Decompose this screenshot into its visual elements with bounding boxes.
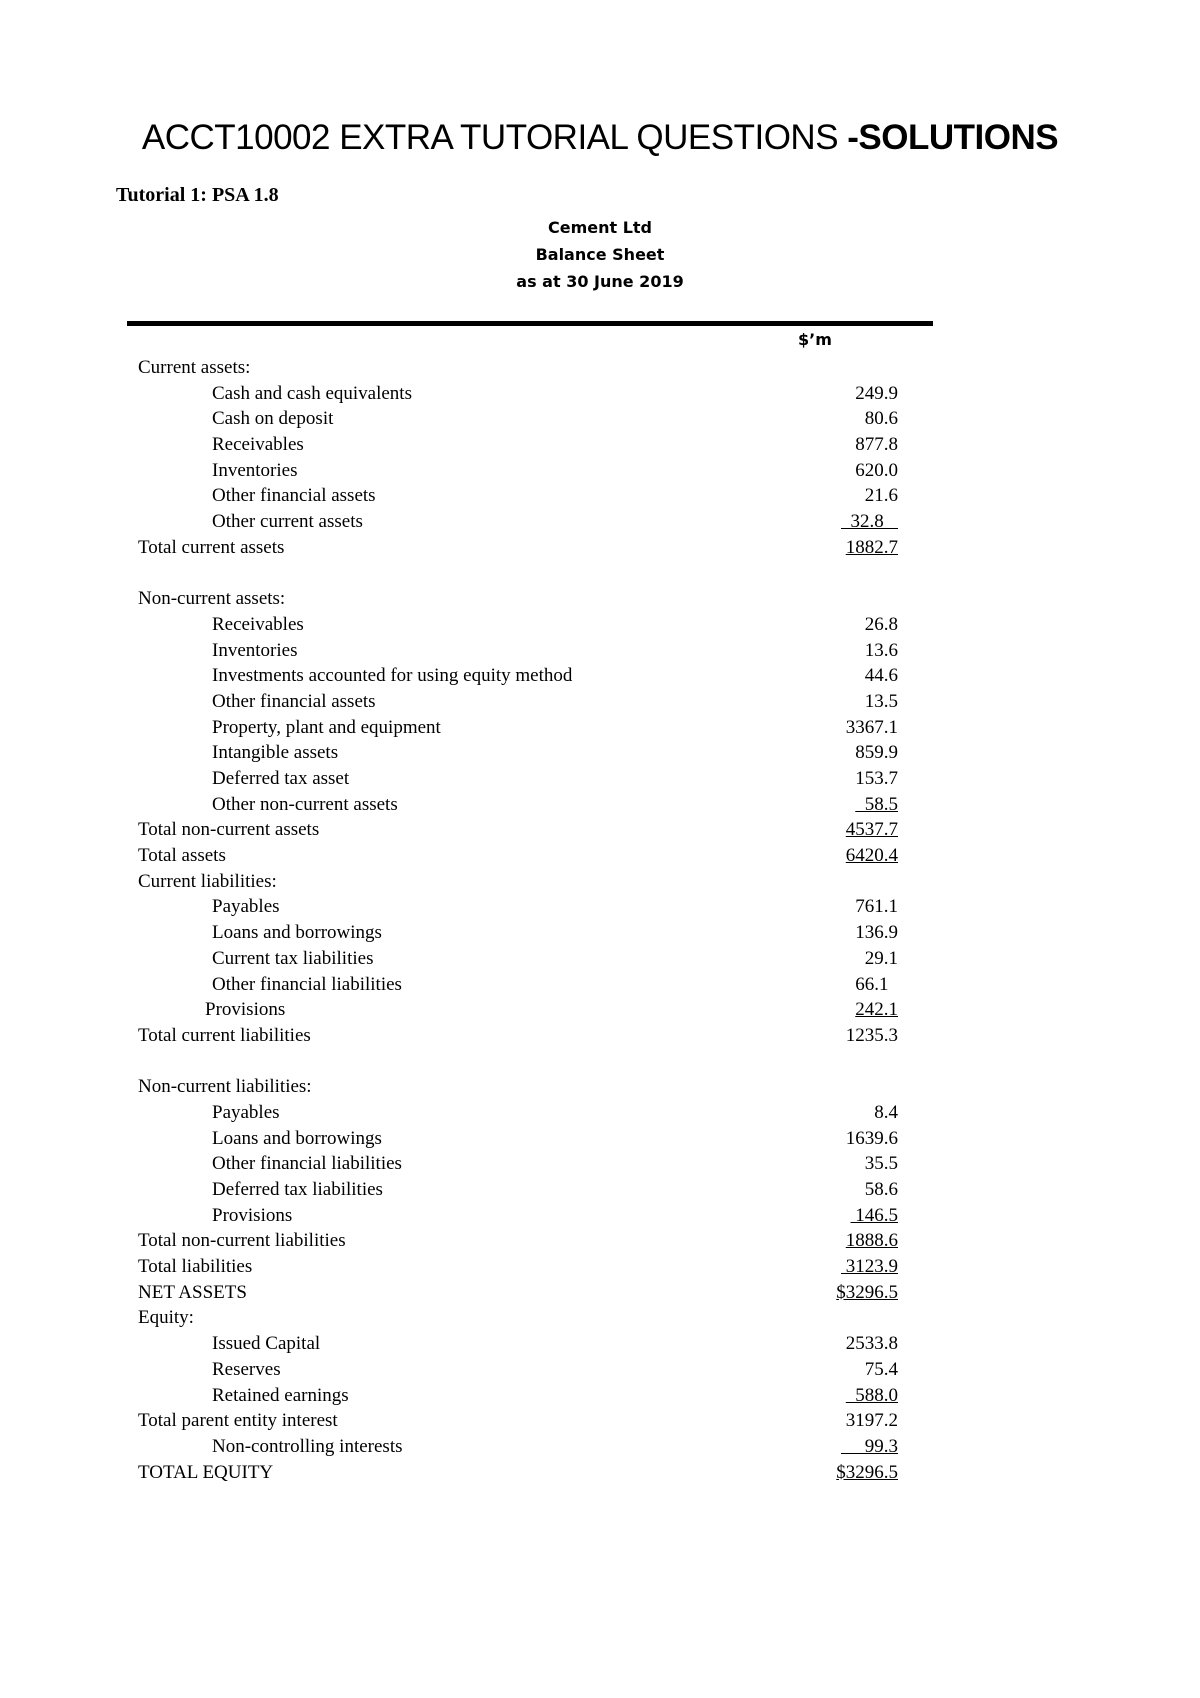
balance-sheet-row <box>138 1126 898 1152</box>
row-value: $3296.5 <box>836 1461 898 1483</box>
row-label: Total assets <box>138 845 226 867</box>
row-label: Total non-current assets <box>138 819 320 841</box>
row-label: Investments accounted for using equity method <box>212 665 573 687</box>
balance-sheet-row <box>138 586 898 612</box>
row-value: 146.5 <box>850 1204 898 1226</box>
balance-sheet-row <box>138 997 898 1023</box>
balance-sheet-row <box>138 432 898 458</box>
balance-sheet-row <box>138 612 898 638</box>
balance-sheet-row <box>138 561 898 587</box>
company-name: Cement Ltd <box>547 218 653 237</box>
tutorial-heading: Tutorial 1: PSA 1.8 <box>116 184 279 206</box>
balance-sheet-row <box>138 766 898 792</box>
row-label: Inventories <box>212 459 298 481</box>
balance-sheet-row <box>138 920 898 946</box>
balance-sheet-row <box>138 1254 898 1280</box>
balance-sheet-row <box>138 1203 898 1229</box>
balance-sheet-row <box>138 638 898 664</box>
balance-sheet-row <box>138 1023 898 1049</box>
row-value: 1235.3 <box>845 1024 898 1046</box>
balance-sheet-row <box>138 1177 898 1203</box>
row-label: Receivables <box>212 434 304 456</box>
balance-sheet-row <box>138 792 898 818</box>
row-value: 153.7 <box>855 768 898 789</box>
row-label: Total non-current liabilities <box>138 1230 346 1252</box>
balance-sheet-row <box>138 535 898 561</box>
row-label: Provisions <box>212 1204 293 1226</box>
row-label: Current assets: <box>138 357 251 378</box>
row-label: Current tax liabilities <box>212 947 374 969</box>
row-label: Loans and borrowings <box>212 922 382 944</box>
row-label: Intangible assets <box>212 742 339 764</box>
title-main: ACCT10002 EXTRA TUTORIAL QUESTIONS <box>141 118 848 157</box>
row-value: 29.1 <box>864 947 898 969</box>
row-value: 859.9 <box>855 742 898 764</box>
balance-sheet-row <box>138 483 898 509</box>
balance-sheet-row <box>138 817 898 843</box>
balance-sheet-row <box>138 869 898 895</box>
balance-sheet-row <box>138 946 898 972</box>
row-value: 1888.6 <box>845 1230 898 1252</box>
row-label: Other non-current assets <box>212 793 398 815</box>
row-label: Total current assets <box>138 536 285 558</box>
row-label: Current liabilities: <box>138 870 277 892</box>
row-label: Equity: <box>138 1307 194 1329</box>
row-label: Issued Capital <box>212 1333 321 1355</box>
row-value: 136.9 <box>855 922 898 944</box>
row-value: 4537.7 <box>845 819 898 841</box>
row-label: Loans and borrowings <box>212 1127 382 1149</box>
row-value: 588.0 <box>845 1384 898 1406</box>
row-value: 1882.7 <box>845 536 898 558</box>
row-value: 242.1 <box>855 999 898 1021</box>
row-value: 13.6 <box>864 639 898 661</box>
row-value: 66.1 <box>855 973 898 995</box>
row-value: 26.8 <box>864 613 898 635</box>
balance-sheet-row <box>138 1049 898 1075</box>
row-label: Other financial liabilities <box>212 973 402 995</box>
units-label: $’m <box>798 330 832 349</box>
balance-sheet-row <box>138 1383 898 1409</box>
balance-sheet-row <box>138 1100 898 1126</box>
row-value: 13.5 <box>864 690 898 712</box>
row-value: 2533.8 <box>845 1333 898 1355</box>
balance-sheet-row <box>138 509 898 535</box>
row-label: NET ASSETS <box>138 1281 247 1303</box>
title-emphasis: -SOLUTIONS <box>847 118 1059 157</box>
row-label: Other financial assets <box>212 690 376 712</box>
balance-sheet-row <box>138 1331 898 1357</box>
row-label: Deferred tax asset <box>212 768 350 789</box>
row-label: TOTAL EQUITY <box>138 1461 274 1483</box>
row-value: 3367.1 <box>845 716 898 738</box>
row-value: 58.6 <box>864 1179 898 1200</box>
balance-sheet-row <box>138 1151 898 1177</box>
row-value: 44.6 <box>864 665 898 687</box>
row-value: 249.9 <box>855 382 898 404</box>
statement-name: Balance Sheet <box>535 245 665 264</box>
balance-sheet-table <box>138 355 898 1485</box>
row-value: 6420.4 <box>845 845 898 867</box>
row-value: $3296.5 <box>836 1281 898 1303</box>
balance-sheet-row <box>138 1408 898 1434</box>
balance-sheet-row <box>138 1460 898 1486</box>
row-label: Other financial liabilities <box>212 1153 402 1175</box>
balance-sheet-row <box>138 1074 898 1100</box>
row-label: Other financial assets <box>212 485 376 507</box>
row-label: Property, plant and equipment <box>212 716 441 738</box>
row-value: 58.5 <box>855 793 898 815</box>
row-value: 21.6 <box>864 485 898 507</box>
balance-sheet-row <box>138 894 898 920</box>
row-label: Inventories <box>212 639 298 661</box>
balance-sheet-row <box>138 843 898 869</box>
row-label: Reserves <box>212 1358 281 1380</box>
row-value: 32.8 <box>841 511 898 533</box>
balance-sheet-row <box>138 740 898 766</box>
balance-sheet-row <box>138 1357 898 1383</box>
row-label: Total current liabilities <box>138 1024 311 1046</box>
balance-sheet-row <box>138 663 898 689</box>
balance-sheet-row <box>138 381 898 407</box>
row-label: Total parent entity interest <box>138 1410 338 1432</box>
document-title <box>0 118 1200 158</box>
header-rule <box>127 321 933 326</box>
row-value: 8.4 <box>874 1101 898 1123</box>
row-label: Payables <box>212 896 280 918</box>
balance-sheet-row <box>138 458 898 484</box>
row-value: 35.5 <box>864 1153 898 1175</box>
row-value: 3197.2 <box>845 1410 898 1432</box>
row-value: 80.6 <box>864 408 898 430</box>
row-value: 75.4 <box>864 1358 898 1380</box>
balance-sheet-row <box>138 689 898 715</box>
row-label: Non-current assets: <box>138 588 286 610</box>
balance-sheet-row <box>138 1434 898 1460</box>
row-value: 761.1 <box>855 896 898 918</box>
row-label: Cash and cash equivalents <box>212 382 412 404</box>
balance-sheet-row <box>138 715 898 741</box>
row-label: Other current assets <box>212 511 363 533</box>
row-label: Deferred tax liabilities <box>212 1179 383 1200</box>
balance-sheet-row <box>138 972 898 998</box>
balance-sheet-row <box>138 406 898 432</box>
row-label: Non-current liabilities: <box>138 1076 312 1098</box>
row-label: Receivables <box>212 613 304 635</box>
row-label: Provisions <box>205 999 286 1021</box>
balance-sheet-row <box>138 1228 898 1254</box>
balance-sheet-row <box>138 1305 898 1331</box>
row-label: Payables <box>212 1101 280 1123</box>
row-label: Total liabilities <box>138 1256 253 1278</box>
row-label: Non-controlling interests <box>212 1435 403 1457</box>
balance-sheet-row <box>138 1280 898 1306</box>
statement-date: as at 30 June 2019 <box>516 272 684 291</box>
row-value: 99.3 <box>841 1435 898 1457</box>
row-value: 1639.6 <box>845 1127 898 1149</box>
row-value: 877.8 <box>855 434 898 456</box>
row-label: Retained earnings <box>212 1384 349 1406</box>
row-value: 620.0 <box>855 459 898 481</box>
row-value: 3123.9 <box>841 1256 898 1278</box>
row-label: Cash on deposit <box>212 408 334 430</box>
balance-sheet-row <box>138 355 898 381</box>
